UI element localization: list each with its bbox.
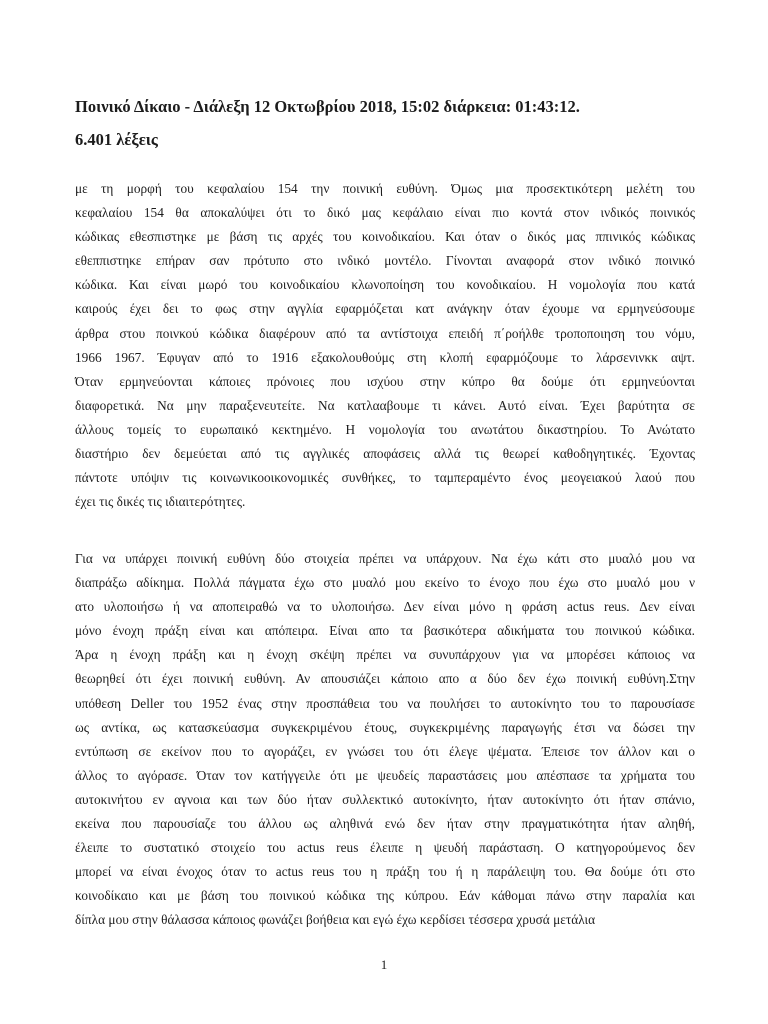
text-line: 1966 1967. Έφυγαν από το 1916 εξακολουθούμς στη κλοπή εφαρμόζουμε το λάρσενινκκ αψτ. [75,349,695,365]
text-line: άλλος το αγόρασε. Όταν τον κατήγγειλε ότι με ψευδείς παραστάσεις μου απέσπασε τα χρήματα του [75,767,695,783]
title-line: Ποινικό Δίκαιο - Διάλεξη 12 Οκτωβρίου 2018, 15:02 διάρκεια: 01:43:12. [75,97,580,116]
text-line: εντύπωση σε εκείνον που το αγοράζει, εν γνώσει του ότι έλεγε ψέματα. Έπεισε τον άλλον και ο [75,743,695,759]
text-line: διαπράξω αδίκημα. Πολλά πάγματα έχω στο μυαλό μου εκείνο το ένοχο που έχω στο μυαλό μου ν [75,575,695,591]
text-line: διαστήριο δεν δεμεύεται από τις αγγλικές αποφάσεις αλλά τις θεωρεί καθοδηγητικές. Έχοντας [75,446,695,462]
text-line: κεφαλαίου 154 θα αποκαλύψει ότι το δικό μας κεφάλαιο είναι πιο κοντά στον ινδικός ποινικός [75,205,695,221]
text-line: έχει τις δικές τις ιδιαιτερότητες. [75,494,246,510]
text-line: Για να υπάρχει ποινική ευθύνη δύο στοιχεία πρέπει να υπάρχουν. Να έχω κάτι στο μυαλό μου να [75,551,695,566]
paragraph-1 [75,177,695,514]
text-line: άλλους τομείς το ευρωπαικό κεκτημένο. Η νομολογία του ανωτάτου δικαστηρίου. Το Ανώτατο [75,421,695,437]
text-line: ως αντίκα, ως κατασκεύασμα συγκεκριμένου έτους, συγκεκριμένης παραγωγής έτσι να δώσει την [75,719,695,735]
text-line: μπορεί να είναι ένοχος όταν το actus reus του η πράξη του ή η παράλειψη του. Θα δούμε ότι στο [75,864,695,880]
word-count: 6.401 λέξεις [75,130,158,149]
text-line: κώδικα. Και είναι μωρό του κοινοδικαίου κλωνοποίηση του κονοδικαίου. Η νομολογία που κατά [75,277,695,293]
text-line: διαφορετικά. Να μην παραξενευτείτε. Να κατλααβουμε τι κάνει. Αυτό είναι. Έχει βαρύτητα σε [75,397,695,413]
text-line: ατο υλοποιήσω ή να αποπειραθώ να το υλοποιήσω. Δεν είναι μόνο η φράση actus reus. Δεν είναι [75,599,695,615]
text-line: πάντοτε υπόψιν τις κοινωνικοοικονομικές συνθήκες, το ταμπεραμέντο ένος μεογειακού λαού που [75,470,695,486]
text-line: άρθρα στου ποινκού κώδικα διαφέρουν από τα αντίστοιχα επειδή π΄ροήλθε τροποποιηση του νόμυ, [75,325,695,341]
text-line: εθεππιστηκε επήραν σαν πρότυπο στο ινδικό μοντέλο. Γίνονται αναφορά στον ινδικό ποινικό [75,253,695,269]
text-line: κοινοδίκαιο και με βάση του ποινικού κώδικα της κύπρου. Εάν κάθομαι πάνω στην παραλία και [75,888,695,904]
text-line: έλειπε το συστατικό στοιχείο του actus reus έλειπε η ψευδή παράσταση. Ο κατηγορούμενος δεν [75,840,695,856]
text-line: κώδικας εθεσπιστηκε με βάση τις αρχές του κοινοδικαίου. Και όταν ο δικός μας ππινικός κώδικας [75,229,695,245]
text-line: Άρα η ένοχη πράξη και η ένοχη σκέψη πρέπει να συνυπάρχουν για να μπορέσει κάποιος να [75,647,695,663]
page-number: 1 [380,957,388,972]
text-line: θεωρηθεί ότι έχει ποινική ευθύνη. Αν απουσιάζει κάποιο απο α δύο δεν έχω ποινική ευθύνη.Στην [75,671,695,687]
paragraph-2 [75,547,695,933]
text-line: εκείνα που παρουσίαζε του άλλου ως αληθινά ενώ δεν ήταν στην πραγματικότητα ήταν αληθή, [75,816,695,832]
text-line: Όταν ερμηνεύονται κάποιες πρόνοιες που ισχύου στην κύπρο θα δούμε ότι ερμηνεύονται [75,373,695,389]
text-line: δίπλα μου στην θάλασσα κάποιος φωνάζει βοήθεια και εγώ έχω κερδίσει τέσσερα χρυσά μετάλια [75,912,596,928]
text-line: υπόθεση Deller του 1952 ένας στην προσπάθεια του να πουλήσει το αυτοκίνητο του το παρουσίασε [75,695,695,711]
text-line: καιρούς έχει δει το φως στην αγγλία εφαρμόζεται κατ ανάγκην όταν έχουμε να ερμηνεύσουμε [75,301,695,317]
text-line: μόνο ένοχη πράξη είναι και απόπειρα. Είναι απο τα βασικότερα αδικήματα του ποινικού κώδικα. [75,623,695,639]
lecture-title [75,90,715,156]
text-line: με τη μορφή του κεφαλαίου 154 την ποινική ευθύνη. Όμως μια προσεκτικότερη μελέτη του [75,181,695,196]
text-line: αυτοκινήτου εν αγνοια και των δύο ήταν συλλεκτικό αυτοκίνητο, ήταν αυτοκίνητο ότι ήταν σπάνιο, [75,791,695,807]
